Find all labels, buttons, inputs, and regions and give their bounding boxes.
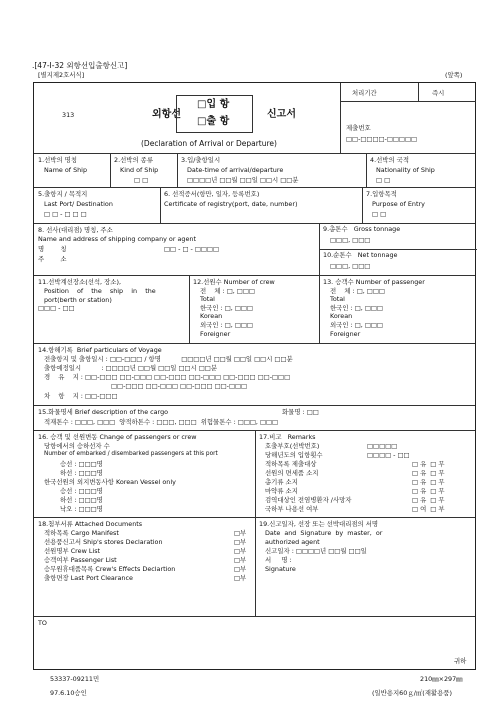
korean-crew-disembarked[interactable]: 하선 : □□□명: [60, 496, 103, 504]
attached-doc-label: 적하목록 Cargo Manifest: [44, 529, 119, 537]
crew-foreign[interactable]: 외국인 : □, □□□: [200, 321, 253, 329]
last-port-label-en: Last Port/ Destination: [44, 200, 113, 208]
attached-doc-count[interactable]: □부: [234, 556, 247, 564]
net-tonnage-field[interactable]: □□□, □□□: [330, 262, 371, 270]
to-label: TO: [38, 619, 47, 627]
passenger-total-en: Total: [330, 295, 345, 303]
ship-name-label-en: Name of Ship: [44, 166, 88, 174]
arrival-departure-label: 3.입/출항일시: [181, 156, 221, 164]
remark-item-label: 호출부호(선박번호): [265, 442, 320, 450]
document-code: .[47-Ⅰ-32 외항선입출항신고]: [32, 61, 128, 70]
signature-label-en2: authorized agent: [265, 538, 320, 546]
passenger-foreign[interactable]: 외국인 : □, □□□: [330, 321, 383, 329]
korean-crew-change-label: 한국선원의 외지변동사항 Korean Vessel only: [44, 478, 176, 486]
arrival-departure-label-en: Date-time of arrival/departure: [187, 166, 284, 174]
last-port-label: 5.출항지 / 목적지: [38, 190, 88, 198]
crew-korean[interactable]: 한국인 : □, □□□: [200, 304, 253, 312]
remark-item-value[interactable]: □ 여 □ 부: [412, 505, 445, 513]
passengers-disembarked[interactable]: 하선 : □□□명: [60, 469, 103, 477]
agent-label: 8. 선사(대리점) 명칭, 주소: [38, 226, 113, 234]
signature-field[interactable]: 서 명 :: [265, 556, 292, 564]
attached-doc-label: 출항면장 Last Port Clearance: [44, 574, 133, 582]
signature-field-en: Signature: [265, 565, 296, 573]
attached-doc-count[interactable]: □부: [234, 538, 247, 546]
remark-item-value[interactable]: □ 유 □ 무: [412, 469, 445, 477]
remark-item-value[interactable]: □ 유 □ 무: [412, 496, 445, 504]
voyage-previous-port[interactable]: 전출항지 및 출항일시 : □□-□□□ / 항명 □□□□년 □□월 □□일 □□시 □□분: [44, 355, 293, 363]
attached-doc-count[interactable]: □부: [234, 547, 247, 555]
footer-approval: 97.6.10승인: [50, 689, 87, 697]
berth-field[interactable]: □□□ - □□: [38, 304, 75, 312]
entry-purpose-field[interactable]: □ □: [372, 210, 387, 218]
processing-period-value: 즉시: [432, 89, 445, 97]
passenger-foreign-en: Foreigner: [330, 330, 361, 338]
agent-label-en: Name and address of shipping company or agent: [38, 235, 196, 243]
berth-label-en: Position of the ship in the: [44, 287, 156, 295]
korean-crew-left-behind[interactable]: 낙오 : □□□명: [60, 505, 103, 513]
report-date-field[interactable]: 신고일자 : □□□□년 □□월 □□일: [265, 547, 367, 555]
remark-item-label: 검역대상인 전염병환자 /사망자: [265, 496, 352, 504]
remark-item-label: 총기류 소지: [265, 478, 298, 486]
crew-change-label: 16. 승객 및 선원변동 Change of passengers or crew: [38, 433, 197, 441]
remark-item-value[interactable]: □ 유 □ 무: [412, 478, 445, 486]
cargo-name-field[interactable]: 화물명 : □□: [282, 408, 319, 416]
voyage-scheduled-departure[interactable]: 출항예정일시 : □□□□년 □□월 □□일 □□시 □□분: [44, 364, 217, 372]
title-exit-option[interactable]: □출 항: [197, 116, 230, 127]
remark-item-label: 당해년도의 입항횟수: [265, 451, 323, 459]
receipt-number-value[interactable]: □□-□□□□-□□□□□: [346, 135, 418, 143]
addressee-suffix: 귀하: [454, 657, 467, 665]
passenger-total[interactable]: 전 체 : □, □□□: [330, 287, 385, 295]
berth-label: 11.선박계선장소(선석, 장소),: [38, 278, 121, 286]
gross-tonnage-field[interactable]: □□□, □□□: [330, 236, 371, 244]
footer-paper: (일반용지60ｇ/㎡(재활용품): [372, 689, 452, 697]
passenger-label: 13. 승객수 Number of passenger: [323, 278, 425, 286]
cargo-tonnage-fields[interactable]: 적재톤수 : □□□, □□□ 양적하톤수 : □□□, □□□ 위험물톤수 : □□□, □□□: [44, 418, 279, 426]
remark-item-value[interactable]: □□□□□: [367, 442, 398, 450]
korean-crew-embarked[interactable]: 승선 : □□□명: [60, 487, 103, 495]
receipt-number-label: 제출번호: [346, 124, 371, 132]
voyage-via-ports[interactable]: 경 유 지 : □□-□□□ □□-□□□ □□-□□□ □□-□□□ □□-□□□ □□-□□□: [44, 373, 291, 381]
title-entry-option[interactable]: □입 항: [197, 99, 230, 110]
title-english: (Declaration of Arrival or Departure): [141, 139, 277, 148]
crew-total-en: Total: [200, 295, 215, 303]
entry-purpose-label-en: Purpose of Entry: [372, 200, 425, 208]
berth-label-en2: port(berth or station): [44, 296, 112, 304]
remark-item-value[interactable]: □□□□ - □□: [367, 451, 410, 459]
passengers-embarked[interactable]: 승선 : □□□명: [60, 460, 103, 468]
remark-item-label: 선원의 면세품 소지: [265, 469, 319, 477]
crew-change-sub1-en: Number of embarked / disembarked passengers at this port: [44, 451, 218, 457]
ship-name-label: 1.선박의 명칭: [38, 156, 77, 164]
remarks-label: 17.비고 Remarks: [259, 433, 316, 441]
attached-doc-count[interactable]: □부: [234, 529, 247, 537]
signature-label-en: Date and Signature by master, or: [265, 529, 383, 537]
arrival-departure-field[interactable]: □□□□년 □□월 □□일 □□시 □□분: [187, 176, 299, 184]
footer-size: 210㎜×297㎜: [420, 675, 463, 683]
passenger-korean[interactable]: 한국인 : □, □□□: [330, 304, 383, 312]
remark-item-label: 국하부 나용선 여부: [265, 505, 319, 513]
remark-item-value[interactable]: □ 유 □ 무: [412, 487, 445, 495]
attached-doc-label: 승객여부 Passenger List: [44, 556, 117, 564]
crew-korean-en: Korean: [200, 312, 223, 320]
nationality-label: 4.선박의 국적: [370, 156, 409, 164]
attached-doc-label: 선용품신고서 Ship's stores Declaration: [44, 538, 163, 546]
voyage-via-ports-2[interactable]: □□-□□□ □□-□□□ □□-□□□ □□-□□□: [111, 382, 248, 390]
ship-kind-field[interactable]: □ □: [134, 176, 149, 184]
registry-label-en: Certificate of registry(port, date, number): [164, 200, 298, 208]
attached-doc-label: 승무원휴대품목록 Crew's Effects Declartion: [44, 565, 176, 573]
voyage-label: 14.항해기록 Brief particulars of Voyage: [38, 346, 162, 354]
agent-name-field[interactable]: □□ - □ - □□□□: [164, 245, 220, 253]
remark-item-value[interactable]: □ 유 □ 무: [412, 460, 445, 468]
ship-kind-label-en: Kind of Ship: [120, 166, 159, 174]
title-report: 신고서: [267, 109, 296, 120]
form-number: 313: [62, 111, 75, 119]
ship-kind-label: 2.선박의 종류: [114, 156, 153, 164]
agent-address-label: 주 소: [38, 255, 67, 263]
declaration-form: [33, 82, 476, 670]
signature-label: 19.신고일자, 선장 또는 선박대리점의 서명: [259, 520, 379, 528]
page-side-label: (앞쪽): [445, 71, 463, 79]
attached-docs-label: 18.첨부서류 Attached Documents: [38, 520, 143, 528]
entry-purpose-label: 7.입항목적: [366, 190, 397, 198]
crew-foreign-en: Foreigner: [200, 330, 231, 338]
nationality-field[interactable]: □ □: [376, 176, 391, 184]
footer-code: 53337-09211민: [50, 675, 100, 683]
attached-doc-label: 선원명부 Crew List: [44, 547, 101, 555]
passenger-korean-en: Korean: [330, 312, 353, 320]
processing-period-label: 처리기간: [352, 89, 377, 97]
last-port-field[interactable]: □ □ - □ □ □: [44, 210, 87, 218]
crew-label: 12.선원수 Number of crew: [193, 278, 275, 286]
title-main: 외항선: [152, 109, 181, 120]
voyage-next-port[interactable]: 차 항 지 : □□-□□□: [44, 392, 118, 400]
remark-item-label: 마약류 소지: [265, 487, 298, 495]
cargo-label: 15.화물명세 Brief description of the cargo: [38, 408, 169, 416]
nationality-label-en: Nationality of Ship: [376, 166, 435, 174]
attached-doc-count[interactable]: □부: [234, 574, 247, 582]
gross-tonnage-label: 9.총톤수 Gross tonnage: [323, 225, 401, 233]
remark-item-label: 적하목록 제출대상: [265, 460, 317, 468]
net-tonnage-label: 10.순톤수 Net tonnage: [323, 251, 398, 259]
agent-name-label: 명 칭: [38, 245, 67, 253]
registry-label: 6. 선적증서(항만, 일자, 등록번호): [164, 190, 260, 198]
attached-doc-count[interactable]: □부: [234, 565, 247, 573]
crew-change-sub1: 당항에서의 승하선자 수: [44, 442, 110, 450]
crew-total[interactable]: 전 체 : □, □□□: [200, 287, 255, 295]
appendix-label: [별지제2호서식]: [38, 71, 85, 79]
